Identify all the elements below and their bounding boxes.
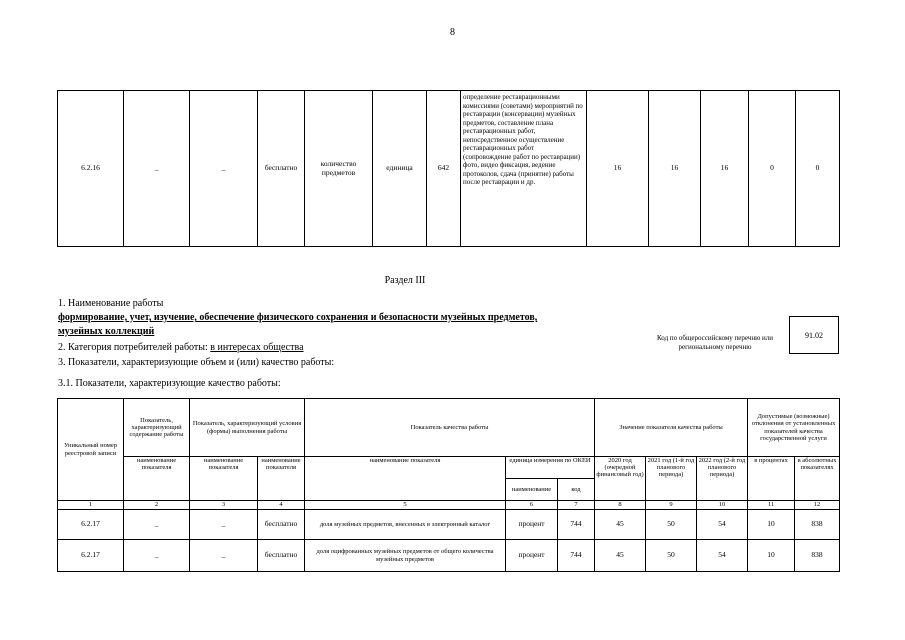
registry-code-label: Код по общероссийскому перечню или региональному перечню [656, 334, 774, 352]
column-number: 2 [124, 501, 190, 510]
cell-absolute: 838 [795, 510, 840, 540]
column-number: 3 [190, 501, 258, 510]
header-values: Значение показателя качества работы [595, 399, 748, 457]
cell-condition: _ [190, 91, 258, 247]
subheader-name: наименование показателя [124, 457, 190, 501]
table-row [58, 91, 840, 247]
column-number: 7 [558, 501, 595, 510]
cell-unit: процент [506, 540, 558, 572]
quality-indicators-table [57, 398, 840, 572]
header-row [58, 399, 840, 457]
column-number: 4 [258, 501, 305, 510]
subheader-unit-code: код [558, 479, 595, 501]
cell-value: 0 [796, 91, 840, 247]
cell-value-2021: 50 [646, 510, 697, 540]
cell-payment: бесплатно [258, 91, 305, 247]
section-title: Раздел III [384, 275, 426, 286]
subheader-quality-name: наименование показателя [305, 457, 506, 501]
indicators-heading: 3. Показатели, характеризующие объем и (или) качество работы: [58, 357, 335, 368]
work-name-label: 1. Наименование работы [58, 298, 164, 309]
column-number: 11 [748, 501, 795, 510]
cell-indicator-name: доля музейных предметов, внесенных в электронный каталог [305, 510, 506, 540]
subheader-name: наименование показателя [190, 457, 258, 501]
continued-table [57, 90, 840, 247]
cell-code: 6.2.17 [58, 540, 124, 572]
header-quality: Показатель качества работы [305, 399, 595, 457]
registry-code-value: 91.02 [789, 316, 839, 354]
table-row [58, 510, 840, 540]
cell-unit: процент [506, 510, 558, 540]
subheader-name: наименование показателя [258, 457, 305, 501]
cell-content: _ [124, 510, 190, 540]
header-unique-number: Уникальный номер реестровой записи [58, 399, 124, 501]
cell-value-2022: 54 [697, 510, 748, 540]
work-name-line1: формирование, учет, изучение, обеспечение физического сохранения и безопасности музейных предметов, [58, 312, 538, 323]
cell-percent: 10 [748, 510, 795, 540]
subheader-year-2020: 2020 год (очередной финансовый год) [595, 457, 646, 501]
header-conditions: Показатель, характеризующий условия (формы) выполнения работы [190, 399, 305, 457]
column-number: 8 [595, 501, 646, 510]
cell-value: 16 [587, 91, 649, 247]
cell-indicator-name: доля оцифрованных музейных предметов от общего количества музейных предметов [305, 540, 506, 572]
cell-okei: 744 [558, 540, 595, 572]
cell-percent: 10 [748, 540, 795, 572]
cell-unit: единица [373, 91, 427, 247]
column-number: 10 [697, 501, 748, 510]
header-content: Показатель, характеризующий содержание работы [124, 399, 190, 457]
subheader-unit-name: наименование [506, 479, 558, 501]
cell-code: 6.2.17 [58, 510, 124, 540]
cell-condition: _ [190, 540, 258, 572]
cell-payment: бесплатно [258, 540, 305, 572]
subheader-absolute: в абсолютных показателях [795, 457, 840, 501]
subheader-percent: в процентах [748, 457, 795, 501]
subheader-row [58, 457, 840, 479]
cell-code: 6.2.16 [58, 91, 124, 247]
cell-value-2021: 50 [646, 540, 697, 572]
column-number: 5 [305, 501, 506, 510]
column-number: 12 [795, 501, 840, 510]
cell-value-2020: 45 [595, 540, 646, 572]
consumer-category-label: 2. Категория потребителей работы: [58, 342, 211, 353]
cell-indicator-name: количество предметов [305, 91, 373, 247]
cell-description: определение реставрационными комиссиями (советами) мероприятий по реставрации (консервации) музейных предметов, составление плана реставрационных работ, непосредственное осуществление реставрационных работ (сопровождение работ по реставрации) фото, видео фиксация, ведение протоколов, сдача (принятие) работы после реставрации и др. [461, 91, 587, 247]
cell-payment: бесплатно [258, 510, 305, 540]
column-number: 6 [506, 501, 558, 510]
consumer-category-line [58, 342, 304, 353]
consumer-category-value: в интересах общества [210, 342, 304, 353]
page-number: 8 [450, 27, 455, 38]
work-name-line2: музейных коллекций [58, 326, 155, 337]
subheader-year-2022: 2022 год (2-й год планового периода) [697, 457, 748, 501]
cell-value: 16 [701, 91, 749, 247]
column-numbers-row [58, 501, 840, 510]
cell-content: _ [124, 91, 190, 247]
table-row [58, 540, 840, 572]
quality-indicators-heading: 3.1. Показатели, характеризующие качество работы: [58, 378, 281, 389]
column-number: 9 [646, 501, 697, 510]
cell-value: 0 [749, 91, 796, 247]
column-number: 1 [58, 501, 124, 510]
cell-content: _ [124, 540, 190, 572]
cell-value-2022: 54 [697, 540, 748, 572]
cell-okei: 744 [558, 510, 595, 540]
subheader-year-2021: 2021 год (1-й год планового периода) [646, 457, 697, 501]
cell-value: 16 [649, 91, 701, 247]
header-deviations: Допустимые (возможные) отклонения от установленных показателей качества государственной услуги [748, 399, 840, 457]
subheader-unit: единица измерения по ОКЕИ [506, 457, 595, 479]
cell-okei: 642 [427, 91, 461, 247]
cell-value-2020: 45 [595, 510, 646, 540]
cell-absolute: 838 [795, 540, 840, 572]
cell-condition: _ [190, 510, 258, 540]
